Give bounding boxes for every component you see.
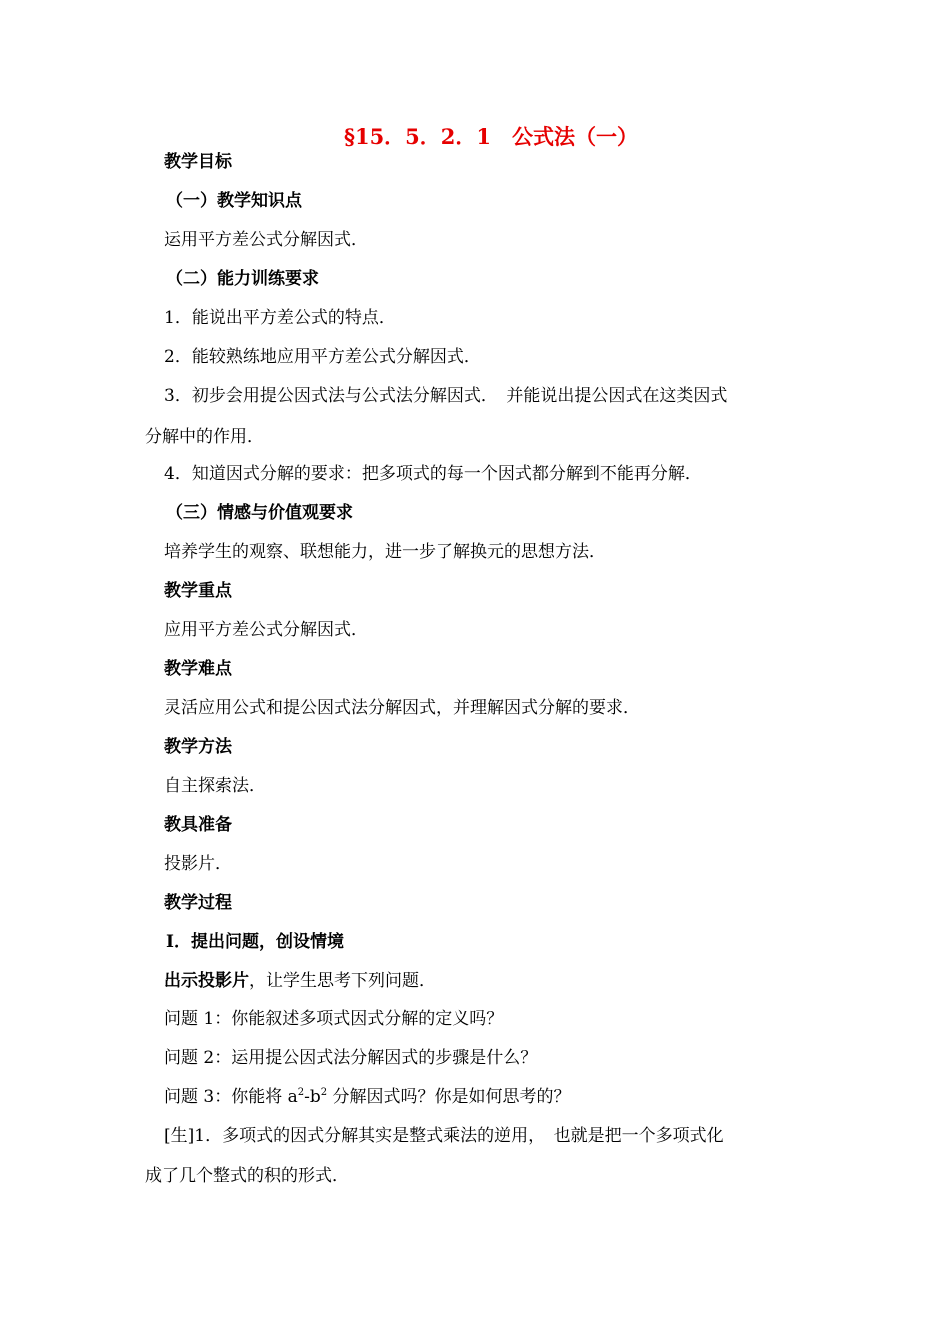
heading-knowledge-points: （一）教学知识点	[166, 191, 302, 211]
q3-suffix: 分解因式吗？你是如何思考的？	[327, 1087, 571, 1107]
text-question-3	[164, 1085, 571, 1109]
heading-step-1: Ⅰ．提出问题，创设情境	[166, 932, 344, 952]
text-ability-1: 1．能说出平方差公式的特点．	[164, 308, 396, 328]
q3-exponent-b: 2	[320, 1087, 328, 1098]
text-answer-1-line1: [生]1．多项式的因式分解其实是整式乘法的逆用， 也就是把一个多项式化	[164, 1126, 724, 1146]
text-teaching-tools: 投影片．	[164, 854, 232, 874]
text-ability-4: 4．知道因式分解的要求：把多项式的每一个因式都分解到不能再分解．	[164, 464, 702, 484]
heading-teaching-goals: 教学目标	[164, 152, 232, 172]
text-ability-2: 2．能较熟练地应用平方差公式分解因式．	[164, 347, 481, 367]
text-question-1: 问题 1：你能叙述多项式因式分解的定义吗？	[164, 1009, 504, 1029]
text-ability-3-line1: 3．初步会用提公因式法与公式法分解因式． 并能说出提公因式在这类因式	[164, 386, 728, 406]
text-ability-3-line2: 分解中的作用．	[145, 427, 264, 447]
q3-middle: -b	[304, 1087, 321, 1107]
text-question-2: 问题 2：运用提公因式法分解因式的步骤是什么？	[164, 1048, 538, 1068]
heading-teaching-method: 教学方法	[164, 737, 232, 757]
text-show-slides	[164, 969, 436, 993]
heading-ability-requirements: （二）能力训练要求	[166, 269, 319, 289]
q3-exponent-a: 2	[297, 1087, 305, 1098]
q3-prefix: 问题 3：你能将 a	[164, 1087, 298, 1107]
heading-key-points: 教学重点	[164, 581, 232, 601]
text-show-slides-bold: 出示投影片	[164, 971, 249, 991]
page-title: §15．5．2．1 公式法（一）	[343, 124, 639, 149]
heading-teaching-tools: 教具准备	[164, 815, 232, 835]
text-teaching-method: 自主探索法．	[164, 776, 266, 796]
text-emotion-values: 培养学生的观察、联想能力，进一步了解换元的思想方法．	[164, 542, 606, 562]
text-show-slides-rest: ，让学生思考下列问题．	[249, 971, 436, 991]
heading-difficult-points: 教学难点	[164, 659, 232, 679]
text-key-points: 应用平方差公式分解因式．	[164, 620, 368, 640]
text-answer-1-line2: 成了几个整式的积的形式．	[145, 1166, 349, 1186]
text-difficult-points: 灵活应用公式和提公因式法分解因式，并理解因式分解的要求．	[164, 698, 640, 718]
heading-emotion-values: （三）情感与价值观要求	[166, 503, 353, 523]
text-knowledge-points: 运用平方差公式分解因式．	[164, 230, 368, 250]
heading-teaching-process: 教学过程	[164, 893, 232, 913]
